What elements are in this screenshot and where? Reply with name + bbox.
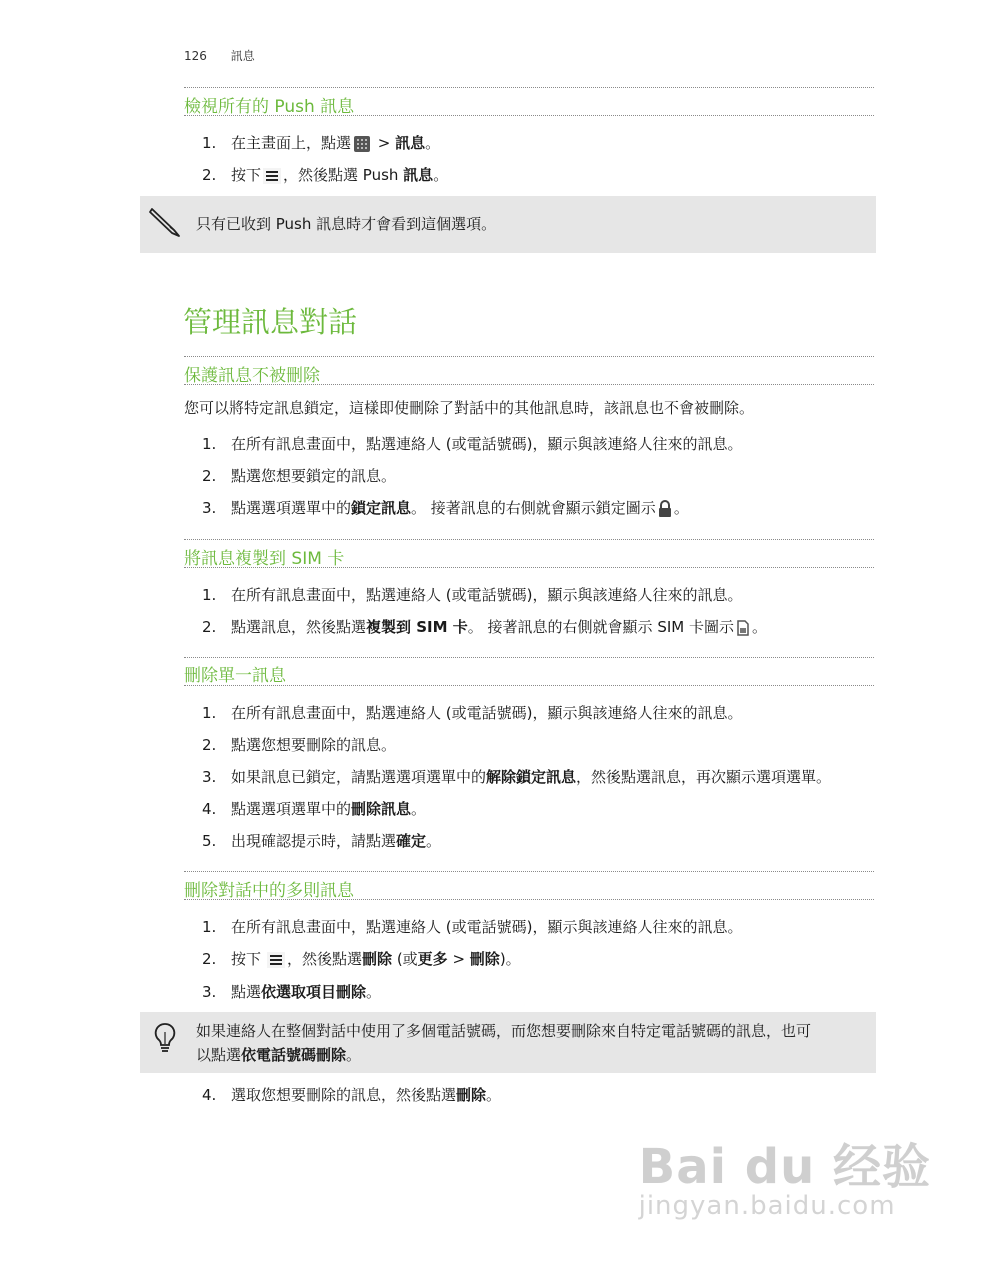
section-title-delete-multi: 刪除對話中的多則訊息 <box>184 881 354 901</box>
step-text: ，然後點選 Push <box>283 166 404 184</box>
step-text: 在所有訊息畫面中，點選連絡人 (或電話號碼)，顯示與該連絡人往來的訊息。 <box>231 918 743 936</box>
pencil-icon <box>148 206 184 242</box>
section-title-delete-one: 刪除單一訊息 <box>184 666 286 686</box>
chapter-title: 訊息 <box>230 49 255 63</box>
step-text: 。 <box>411 800 427 818</box>
lock-icon <box>658 500 672 517</box>
step-item <box>202 830 441 851</box>
step-number: 1. <box>202 586 217 604</box>
step-text: ，然後點選 <box>287 950 363 968</box>
step-text: 。 <box>366 983 382 1001</box>
watermark-brand: Bai du 经验 <box>638 1139 931 1195</box>
step-text: 在主畫面上，點選 <box>231 134 352 152</box>
step-item <box>202 132 440 153</box>
step-text: 點選您想要刪除的訊息。 <box>231 736 397 754</box>
section-title-view-push: 檢視所有的 Push 訊息 <box>184 97 355 117</box>
step-text: )。 <box>499 950 521 968</box>
divider <box>184 539 874 540</box>
step-item <box>202 766 831 787</box>
step-bold: 解除鎖定訊息 <box>486 768 577 786</box>
step-text: 按下 <box>231 950 262 968</box>
step-bold: 確定 <box>396 832 427 850</box>
lightbulb-icon <box>153 1022 177 1060</box>
step-text: 點選 <box>231 983 262 1001</box>
step-item <box>202 702 742 723</box>
step-text: 出現確認提示時，請點選 <box>231 832 397 850</box>
divider <box>184 899 874 900</box>
step-number: 4. <box>202 1086 217 1104</box>
step-number: 3. <box>202 983 217 1001</box>
step-number: 3. <box>202 499 217 517</box>
step-bold: 刪除 <box>362 950 393 968</box>
step-number: 5. <box>202 832 217 850</box>
step-text: 點選選項選單中的 <box>231 800 352 818</box>
step-bold: 依選取項目刪除 <box>261 983 367 1001</box>
step-bold: 刪除訊息 <box>351 800 412 818</box>
step-number: 1. <box>202 134 217 152</box>
page-header <box>184 47 255 64</box>
step-text: 選取您想要刪除的訊息，然後點選 <box>231 1086 457 1104</box>
step-number: 4. <box>202 800 217 818</box>
step-item <box>202 948 521 969</box>
menu-icon <box>263 168 281 184</box>
step-item <box>202 465 396 486</box>
page-number: 126 <box>184 49 207 63</box>
divider <box>184 567 874 568</box>
step-text: 點選訊息，然後點選 <box>231 618 367 636</box>
step-item <box>202 916 742 937</box>
step-number: 1. <box>202 918 217 936</box>
step-text: 。 接著訊息的右側就會顯示 SIM 卡圖示 <box>467 618 734 636</box>
page-title: 管理訊息對話 <box>183 305 358 339</box>
sim-card-icon <box>737 620 749 636</box>
step-text: (或 <box>392 950 418 968</box>
section-title-protect: 保護訊息不被刪除 <box>184 366 320 386</box>
note-text: 只有已收到 Push 訊息時才會看到這個選項。 <box>196 215 497 233</box>
step-bold: 訊息 <box>395 134 426 152</box>
step-text: 。 <box>425 134 441 152</box>
step-text: > <box>447 950 470 968</box>
step-bold: 刪除 <box>469 950 500 968</box>
step-number: 2. <box>202 166 217 184</box>
step-text: > <box>373 134 396 152</box>
tip-text: 以點選 <box>196 1046 242 1064</box>
step-text: 。 <box>426 832 442 850</box>
step-text: 。 <box>433 166 449 184</box>
step-text: ，然後點選訊息，再次顯示選項選單。 <box>576 768 832 786</box>
step-text: 在所有訊息畫面中，點選連絡人 (或電話號碼)，顯示與該連絡人往來的訊息。 <box>231 704 743 722</box>
step-item <box>202 584 742 605</box>
tip-box <box>140 1012 876 1073</box>
step-text: 。 <box>486 1086 502 1104</box>
step-item <box>202 433 742 454</box>
divider <box>184 356 874 357</box>
step-bold: 訊息 <box>403 166 434 184</box>
tip-text-line2 <box>196 1043 361 1067</box>
divider <box>184 685 874 686</box>
section-intro: 您可以將特定訊息鎖定，這樣即使刪除了對話中的其他訊息時，該訊息也不會被刪除。 <box>184 399 755 417</box>
divider <box>184 384 874 385</box>
step-item <box>202 497 689 518</box>
step-text: 如果訊息已鎖定，請點選選項選單中的 <box>231 768 487 786</box>
step-item <box>202 616 767 637</box>
divider <box>184 871 874 872</box>
step-number: 2. <box>202 467 217 485</box>
step-text: 在所有訊息畫面中，點選連絡人 (或電話號碼)，顯示與該連絡人往來的訊息。 <box>231 435 743 453</box>
divider <box>184 115 874 116</box>
tip-bold: 依電話號碼刪除 <box>241 1046 347 1064</box>
step-text: 。 <box>673 499 689 517</box>
step-text: 按下 <box>231 166 262 184</box>
step-text: 點選您想要鎖定的訊息。 <box>231 467 397 485</box>
tip-text-line1: 如果連絡人在整個對話中使用了多個電話號碼，而您想要刪除來自特定電話號碼的訊息，也可 <box>196 1022 812 1040</box>
step-bold: 刪除 <box>456 1086 487 1104</box>
tip-text: 。 <box>346 1046 362 1064</box>
step-item <box>202 164 448 185</box>
all-apps-icon <box>354 136 370 152</box>
step-item <box>202 1084 501 1105</box>
step-item <box>202 798 426 819</box>
watermark-url: jingyan.baidu.com <box>638 1191 896 1221</box>
step-bold: 鎖定訊息 <box>351 499 412 517</box>
step-text: 在所有訊息畫面中，點選連絡人 (或電話號碼)，顯示與該連絡人往來的訊息。 <box>231 586 743 604</box>
step-item <box>202 734 396 755</box>
step-number: 1. <box>202 435 217 453</box>
step-item <box>202 981 381 1002</box>
note-box <box>140 196 876 253</box>
divider <box>184 87 874 88</box>
step-bold: 更多 <box>417 950 448 968</box>
baidu-watermark <box>639 1128 931 1221</box>
step-text: 。 <box>751 618 767 636</box>
step-number: 2. <box>202 736 217 754</box>
divider <box>184 657 874 658</box>
step-bold: 複製到 SIM 卡 <box>366 618 468 636</box>
step-number: 1. <box>202 704 217 722</box>
step-number: 2. <box>202 618 217 636</box>
section-title-copy-sim: 將訊息複製到 SIM 卡 <box>184 549 345 569</box>
step-number: 3. <box>202 768 217 786</box>
step-text: 。 接著訊息的右側就會顯示鎖定圖示 <box>411 499 656 517</box>
step-text: 點選選項選單中的 <box>231 499 352 517</box>
step-number: 2. <box>202 950 217 968</box>
menu-icon <box>267 952 285 968</box>
